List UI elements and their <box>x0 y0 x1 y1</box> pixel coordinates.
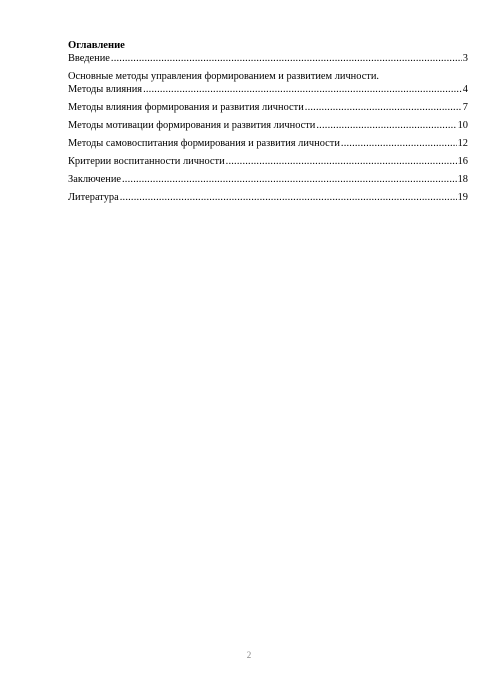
toc-entry-page: 18 <box>457 174 468 185</box>
dot-leader <box>341 137 457 150</box>
toc-entry-page: 12 <box>457 138 468 149</box>
toc-entry-page: 3 <box>462 53 468 64</box>
toc-entry-main-methods[interactable] <box>68 70 468 96</box>
toc-entry-page: 19 <box>457 192 468 203</box>
dot-leader <box>305 101 462 114</box>
dot-leader <box>316 119 456 132</box>
toc-entry-text: Литература <box>68 192 119 203</box>
toc-entry-text: Методы самовоспитания формирования и развития личности <box>68 138 340 149</box>
toc-entry-text-line1: Основные методы управления формированием и развитием личности. <box>68 71 380 82</box>
page-number: 2 <box>246 650 252 660</box>
toc-entry-literature[interactable] <box>68 191 468 204</box>
dot-leader <box>120 191 457 204</box>
toc-entry-page: 10 <box>457 120 468 131</box>
toc-entry-text: Критерии воспитанности личности <box>68 156 225 167</box>
toc-entry-influence-methods[interactable] <box>68 101 468 114</box>
toc-entry-page: 4 <box>462 84 468 95</box>
dot-leader <box>143 83 462 96</box>
toc-entry-page: 7 <box>462 102 468 113</box>
toc-title: Оглавление <box>68 40 125 51</box>
toc-entry-motivation-methods[interactable] <box>68 119 468 132</box>
table-of-contents <box>68 39 468 204</box>
toc-entry-text: Введение <box>68 53 110 64</box>
toc-entry-page: 16 <box>457 156 468 167</box>
dot-leader <box>111 52 462 65</box>
toc-entry-criteria[interactable] <box>68 155 468 168</box>
dot-leader <box>122 173 457 186</box>
toc-entry-text: Методы мотивации формирования и развития личности <box>68 120 316 131</box>
toc-entry-conclusion[interactable] <box>68 173 468 186</box>
toc-entry-self-education-methods[interactable] <box>68 137 468 150</box>
toc-entry-text: Методы влияния <box>68 84 143 95</box>
dot-leader <box>226 155 457 168</box>
toc-entry-introduction[interactable] <box>68 52 468 65</box>
toc-entry-text: Методы влияния формирования и развития личности <box>68 102 304 113</box>
toc-entry-text: Заключение <box>68 174 121 185</box>
